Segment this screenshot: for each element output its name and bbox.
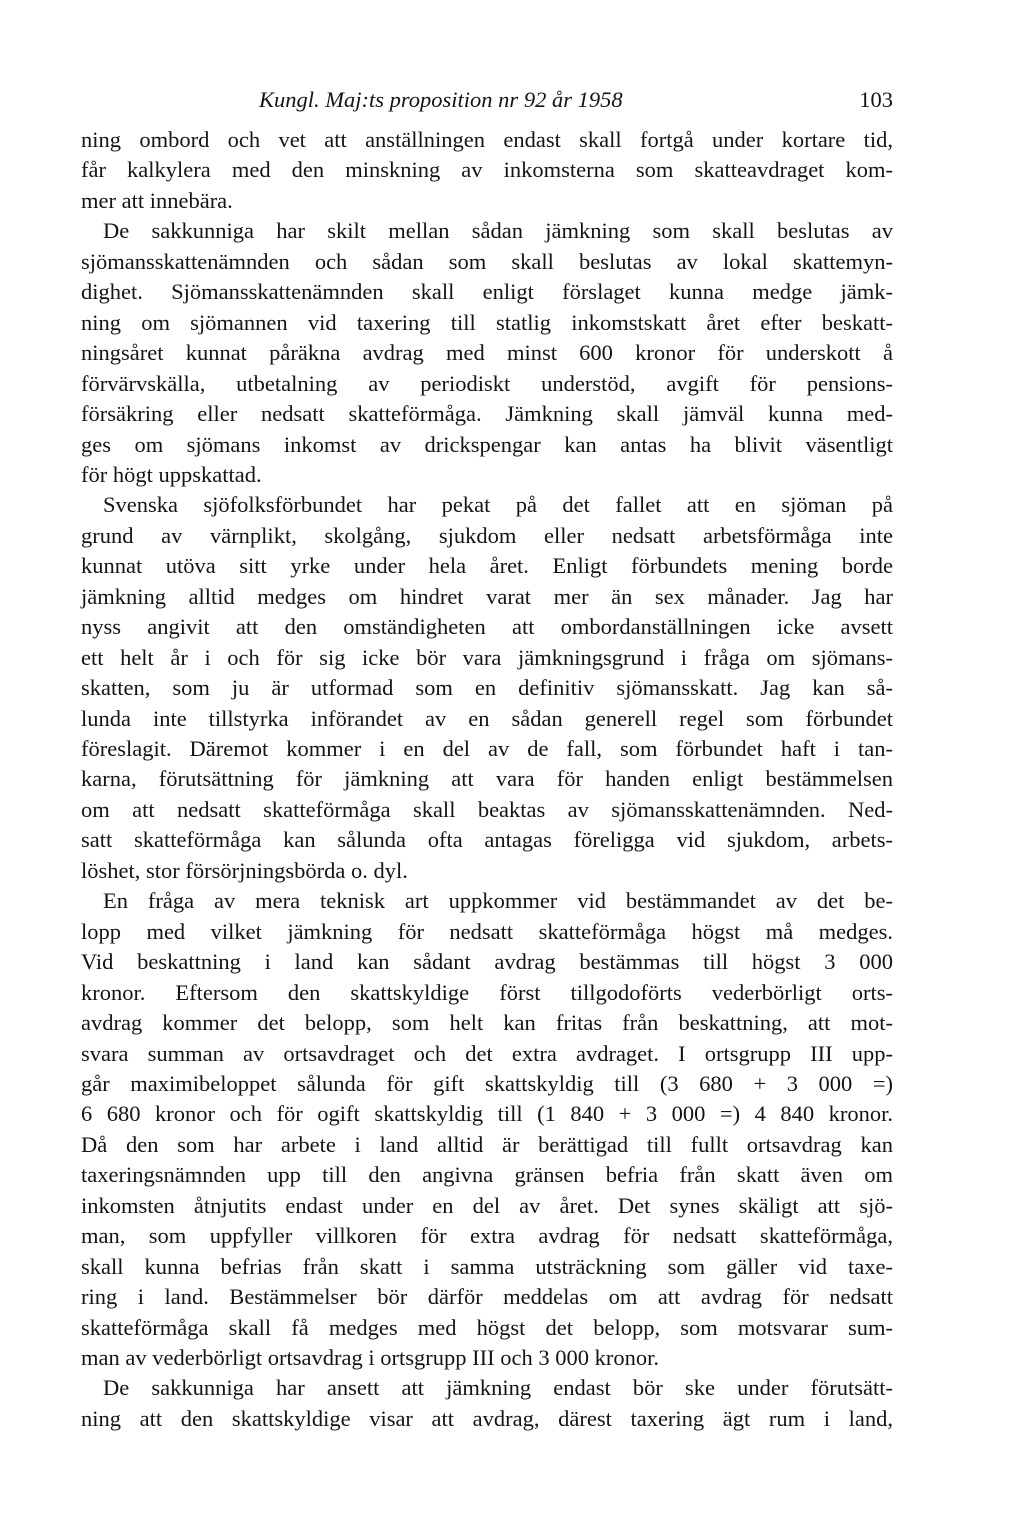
text-line: jämkning alltid medges om hindret varat mer än sex månader. Jag har [81,583,893,609]
text-line: får kalkylera med den minskning av inkomsterna som skatteavdraget kom- [81,157,893,183]
page-number: 103 [859,87,893,112]
text-line: ning om sjömannen vid taxering till statlig inkomstskatt året efter beskatt- [81,309,893,335]
text-line: Svenska sjöfolksförbundet har pekat på det fallet att en sjöman på [103,492,893,518]
text-line: går maximibeloppet sålunda för gift skattskyldig till (3 680 + 3 000 =) [81,1070,893,1096]
text-line: karna, förutsättning för jämkning att vara för handen enligt bestämmelsen [81,766,893,792]
text-line: ningsåret kunnat påräkna avdrag med minst 600 kronor för underskott å [81,340,893,366]
text-line: svara summan av ortsavdraget och det extra avdraget. I ortsgrupp III upp- [81,1040,893,1066]
text-line: dighet. Sjömansskattenämnden skall enligt förslaget kunna medge jämk- [81,279,893,305]
text-line: skatten, som ju är utformad som en definitiv sjömansskatt. Jag kan så- [81,675,893,701]
text-line: lopp med vilket jämkning för nedsatt skatteförmåga högst må medges. [81,918,893,944]
text-line: om att nedsatt skatteförmåga skall beaktas av sjömansskattenämnden. Ned- [81,796,893,822]
text-line: En fråga av mera teknisk art uppkommer vid bestämmandet av det be- [103,888,893,914]
text-line: ning att den skattskyldige visar att avdrag, därest taxering ägt rum i land, [81,1405,893,1431]
text-line: man, som uppfyller villkoren för extra avdrag för nedsatt skatteförmåga, [81,1223,893,1249]
text-line: för högt uppskattad. [81,461,262,487]
text-line: sjömansskattenämnden och sådan som skall beslutas av lokal skattemyn- [81,248,893,274]
text-line: Vid beskattning i land kan sådant avdrag bestämmas till högst 3 000 [81,949,893,975]
text-line: skall kunna befrias från skatt i samma utsträckning som gäller vid taxe- [81,1253,893,1279]
text-line: avdrag kommer det belopp, som helt kan fritas från beskattning, att mot- [81,1010,893,1036]
text-line: löshet, stor försörjningsbörda o. dyl. [81,857,408,883]
text-line: lunda inte tillstyrka införandet av en sådan generell regel som förbundet [81,705,893,731]
running-title: Kungl. Maj:ts proposition nr 92 år 1958 [259,87,623,112]
text-line: kronor. Eftersom den skattskyldige först tillgodoförts vederbörligt orts- [81,979,893,1005]
text-line: försäkring eller nedsatt skatteförmåga. Jämkning skall jämväl kunna med- [81,401,893,427]
text-line: De sakkunniga har ansett att jämkning endast bör ske under förutsätt- [103,1375,893,1401]
text-line: man av vederbörligt ortsavdrag i ortsgrupp III och 3 000 kronor. [81,1345,659,1370]
text-line: Då den som har arbete i land alltid är berättigad till fullt ortsavdrag kan [81,1131,893,1157]
text-line: inkomsten åtnjutits endast under en del av året. Det synes skäligt att sjö- [81,1192,893,1218]
text-line: kunnat utöva sitt yrke under hela året. Enligt förbundets mening borde [81,553,893,579]
document-page [81,0,893,1518]
text-line: taxeringsnämnden upp till den angivna gränsen befria från skatt även om [81,1162,893,1188]
text-line: mer att innebära. [81,187,233,213]
text-line: föreslagit. Däremot kommer i en del av de fall, som förbundet haft i tan- [81,736,893,761]
text-line: satt skatteförmåga kan sålunda ofta antagas föreligga vid sjukdom, arbets- [81,827,893,853]
text-line: De sakkunniga har skilt mellan sådan jämkning som skall beslutas av [103,218,893,244]
text-line: ges om sjömans inkomst av drickspengar kan antas ha blivit väsentligt [81,431,893,457]
text-line: ett helt år i och för sig icke bör vara jämkningsgrund i fråga om sjömans- [81,644,893,670]
text-line: nyss angivit att den omständigheten att ombordanställningen icke avsett [81,614,893,640]
text-line: 6 680 kronor och för ogift skattskyldig till (1 840 + 3 000 =) 4 840 kronor. [81,1101,893,1127]
text-line: ning ombord och vet att anställningen endast skall fortgå under kortare tid, [81,127,893,152]
text-line: förvärvskälla, utbetalning av periodiskt understöd, avgift för pensions- [81,370,893,396]
text-line: grund av värnplikt, skolgång, sjukdom eller nedsatt arbetsförmåga inte [81,522,893,548]
text-line: skatteförmåga skall få medges med högst det belopp, som motsvarar sum- [81,1314,893,1340]
page-header [81,84,893,116]
text-line: ring i land. Bestämmelser bör därför meddelas om att avdrag för nedsatt [81,1284,893,1310]
